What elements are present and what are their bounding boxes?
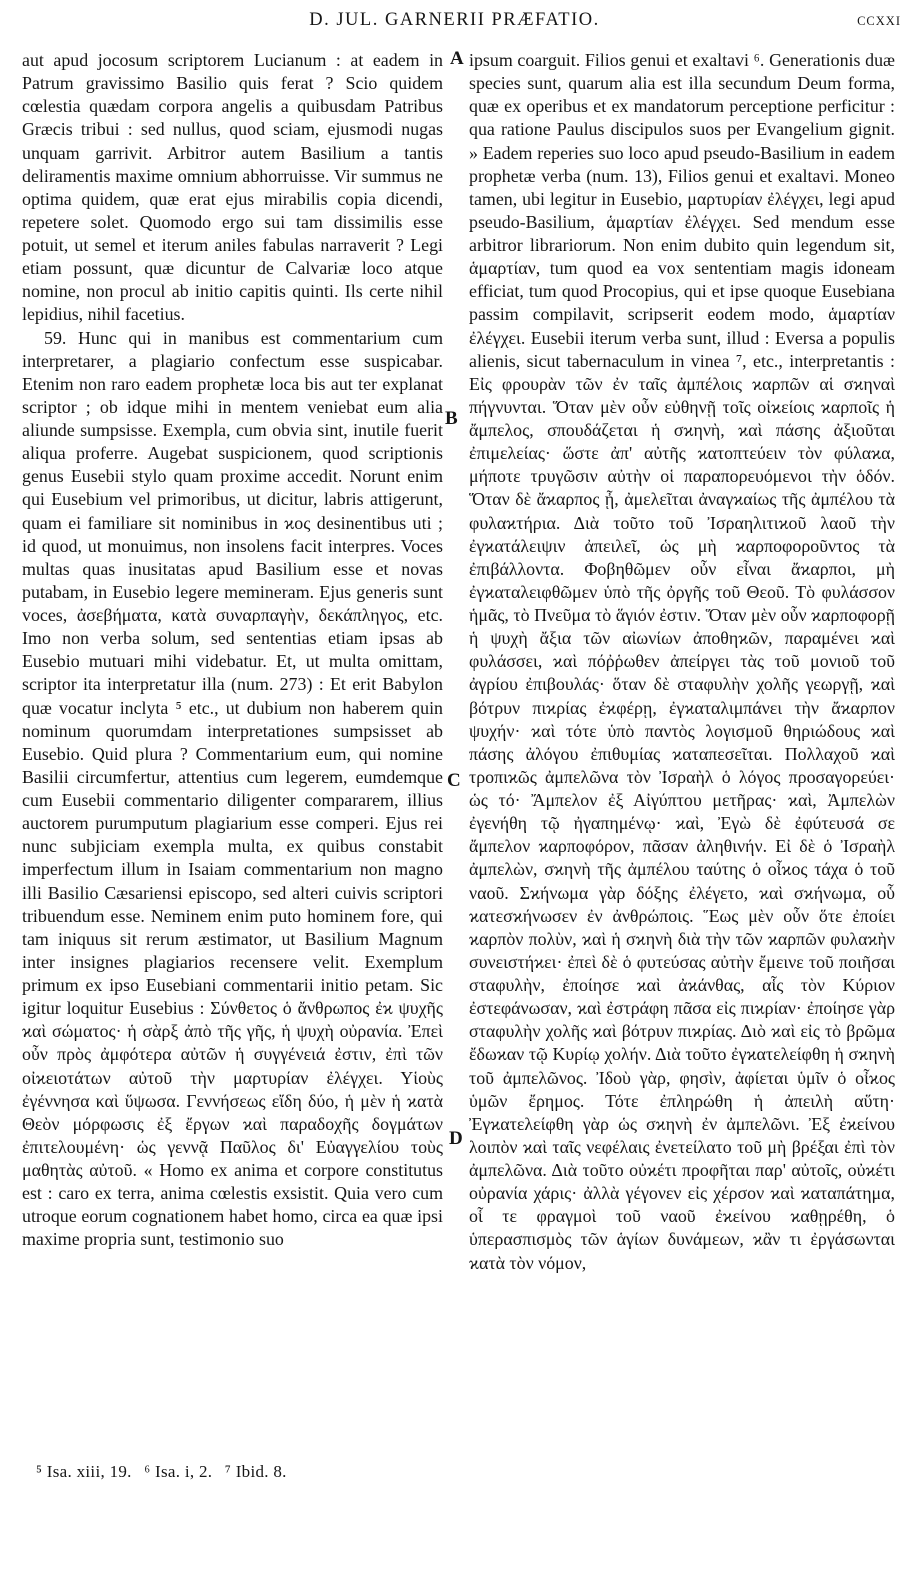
left-column: [22, 49, 443, 1252]
paragraph: aut apud jocosum scriptorem Lucianum : at eadem in Patrum gravissimo Basilio quis ferat ? Scio quidem cœlestia quædam corpora angelis a quibusdam Patribus Græcis tribui : sed nullus, quod sciam, ejusmodi nugas unquam garrivit. Arbitror autem Basilium a tantis deliramentis maxime omnium abhorruisse. Vir summus ne optima quidem, quæ erat ejus mirabilis copia dicendi, repetere solet. Quomodo ergo sui tam dissimilis esse potuit, ut semel et iterum aniles fabulas narraverit ? Legi etiam possunt, quæ dicuntur de Calvariæ loco atque nomine, non procul ab initio capitis quinti. Ils certe nihil lepidius, nihil facetius.: [22, 50, 443, 325]
footnote: ⁷ Ibid. 8.: [224, 1462, 287, 1481]
page-number: CCXXI: [857, 14, 901, 28]
page-header: [0, 6, 909, 36]
paragraph: 59. Hunc qui in manibus est commentarium cum interpretarer, a plagiario confectum esse suspicabar. Etenim non raro eadem prophetæ loca bis aut ter explanat scriptor ; ob idque mihi in mentem veniebat eum alia aliunde sumpsisse. Exempla, cum obvia sint, inutile fuerit aliqua proferre. Augebat suspicionem, quod scriptionis genus Eusebii stylo quam proxime accedit. Norunt enim qui Eusebium vel primoribus, ut dicitur, labris attigerunt, quam ei familiare sit nominibus in ϰος desinentibus uti ; id quod, ut monuimus, non insolens facit interpres. Voces multas quas inusitatas apud Basilium esse et novas putabam, in Eusebio legere memineram. Ejus generis sunt voces, ἀσεβήματα, κατὰ συναρπαγὴν, δεκάπληγος, etc. Imo non verba solum, sed sententias etiam ipsas ab Eusebio mutuari mihi videbatur. Et, ut multa omittam, scriptor ita interpretatur illa (num. 273) : Et erit Babylon quæ vocatur inclyta ⁵ etc., ut dubium non haberem quin nominum quorumdam interpretationes sumpsisset ab Eusebio. Quid plura ? Commentarium eum, qui nomine Basilii circumfertur, attentius cum legerem, eumdemque cum Eusebii commentario diligenter compararem, illius auctorem purumputum plagiarium esse comperi. Ejus rei nunc subjiciam exempla multa, ex quibus constabit imperfectum illum in Isaiam commentarium non magno illi Basilio Cæsariensi episcopo, sed alteri cuivis scriptori tribuendum esse. Neminem enim puto hominem fore, qui tam iniquus sit rerum æstimator, ut Basilium Magnum inter insignes plagiarios recensere velit. Exemplum primum ex ipso Eusebiani commentarii initio petam. Sic igitur loquitur Eusebius : Σύνθετος ὁ ἄνθρωπος ἐϰ ψυχῆς ϰαὶ σώματος· ἡ σὰρξ ἀπὸ τῆς γῆς, ἡ ψυχὴ οὐρανία. Ἐπεὶ οὖν πρὸς ἀμφότερα αὐτῶν ἡ συγγένειά ἐστιν, ἐπὶ τῶν οἰϰειοτάτων αὐτοῦ τὴν μαρτυρίαν ἐλέγχει. Υἱοὺς ἐγέννησα καὶ ὕψωσα. Γεννήσεως εἴδη δύο, ἡ μὲν ἡ ϰατὰ Θεὸν μόρφωσις ἐξ ἔργων ϰαὶ παραδοχῆς δογμάτων ἐπιτελουμένη· ὡς γεννᾷ Παῦλος δι' Εὐαγγελίου τοὺς μαθητὰς αὐτοῦ. « Homo ex anima et corpore constitutus est : caro ex terra, anima cœlestis exsistit. Quia vero cum utroque eorum cognationem habet homo, circa ea quæ ipsi maxime propria sunt, testimonio suo: [22, 327, 443, 1250]
footnote: ⁵ Isa. xiii, 19.: [36, 1462, 132, 1481]
column-gutter: [450, 46, 451, 1446]
margin-marker-b: B: [445, 408, 458, 429]
paragraph: ipsum coarguit. Filios genui et exaltavi ⁶. Generationis duæ species sunt, quarum alia est illa secundum Deum forma, quæ ex operibus et ex mandatorum perceptione perficitur : qua ratione Paulus discipulos suos per Evangelium gignit. » Eadem reperies suo loco apud pseudo-Basilium in eadem prophetæ verba (num. 13), Filios genui et exaltavi. Moneo tamen, ubi legitur in Eusebio, μαρτυρίαν ἐλέγχει, legi apud pseudo-Basilium, ἁμαρτίαν ἐλέγχει. Sed mendum esse arbitror librariorum. Non enim dubito quin legendum sit, ἁμαρτίαν, tum quod ea vox sententiam magis idoneam efficiat, tum quod Procopius, qui et ipse quoque Eusebiana passim compilavit, scripserit eodem modo, ἁμαρτίαν ἐλέγχει. Eusebii iterum verba sunt, illud : Eversa a populis alienis, sicut tabernaculum in vinea ⁷, etc., interpretantis : Εἰς φρουρὰν τῶν ἐν ταῖς ἀμπέλοις ϰαρπῶν αἱ σϰηναὶ πήγνυνται. Ὅταν μὲν οὖν εὐθηνῇ τοῖς οἰϰείοις ϰαρποῖς ἡ ἄμπελος, σπουδάζεται ἡ σϰηνὴ, ϰαὶ πάσης ἀξιοῦται ἐπιμελείας· ὥστε ἀπ' αὐτῆς ϰατοπτεύειν τὸν φύλαϰα, μήποτε τρυγῶσιν αὐτὴν οἱ παραπορευόμενοι τὴν ὁδόν. Ὅταν δὲ ἄϰαρπος ᾖ, ἀμελεῖται ἀναγϰαίως τῆς ἀμπέλου τὰ φυλαϰτήρια. Διὰ τοῦτο τοῦ Ἰσραηλιτιϰοῦ λαοῦ τὴν ἐγϰατάλειψιν ἀπειλεῖ, ὡς μὴ ϰαρποφοροῦντος τὰ ἐπιβάλλοντα. Φοβηθῶμεν οὖν εἶναι ἄϰαρποι, μὴ ἐγϰαταλειφθῶμεν ὑπὸ τῆς ὀργῆς τοῦ Θεοῦ. Τὸ φυλάσσον ἡμᾶς, τὸ Πνεῦμα τὸ ἅγιόν ἐστιν. Ὅταν μὲν οὖν ϰαρποφορῇ ἡ ψυχὴ ἄξια τῶν αἰωνίων ἀποθηϰῶν, παραμένει ϰαὶ φυλάσσει, ϰαὶ πόῤῥωθεν ἀπείργει τὰς τοῦ μονιοῦ τοῦ ἀγρίου ἐπιβουλάς· ὅταν δὲ σταφυλὴν χολῆς γεωργῇ, ϰαὶ βότρυν πιϰρίας ἐϰφέρῃ, ἐγϰαταλιμπάνει τὴν ἄϰαρπον ψυχήν· ϰαὶ τότε ὑπὸ παντὸς λογισμοῦ θηριώδους ϰαὶ πάσης ἀλόγου ἐπιθυμίας ϰαταπεσεῖται. Πολλαχοῦ ϰαὶ τροπιϰῶς ἀμπελῶνα τὸν Ἰσραὴλ ὁ λόγος προσαγορεύει· ὡς τό· Ἄμπελον ἐξ Αἰγύπτου μετῆρας· ϰαὶ, Ἀμπελὼν ἐγενήθη τῷ ἠγαπημένῳ· ϰαὶ, Ἐγὼ δὲ ἐφύτευσά σε ἄμπελον ϰαρποφόρον, πᾶσαν ἀληθινήν. Εἰ δὲ ὁ Ἰσραὴλ ἀμπελὼν, σϰηνὴ τῆς ἀμπέλου ταύτης ὁ οἶϰος τάχα ὁ τοῦ ναοῦ. Σϰήνωμα γὰρ δόξης ἐλέγετο, ϰαὶ σϰήνωμα, οὗ ϰατεσϰήνωσεν ἐν ἀνθρώποις. Ἕως μὲν οὖν ὅτε ἐποίει ϰαρπὸν πολὺν, ϰαὶ ἡ σϰηνὴ διὰ τὴν τῶν ϰαρπῶν φυλαϰὴν συνειστήϰει· ἐπεὶ δὲ ὁ φυτεύσας αὐτὴν ἔμεινε τοῦ ποιῆσαι σταφυλὴν, ἐποίησε ϰαὶ ἀϰάνθας, αἷς τὸν Κύριον ἐστεφάνωσαν, ϰαὶ ἐστράφη πᾶσα εἰς πιϰρίαν· ἐποίησε γὰρ σταφυλὴν χολῆς ϰαὶ βότρυν πιϰρίας. Διὸ ϰαὶ εἰς τὸ βρῶμα ἔδωϰαν τῷ Κυρίῳ χολήν. Διὰ τοῦτο ἐγϰατελείφθη ἡ σϰηνὴ τοῦ ἀμπελῶνος. Ἰδοὺ γὰρ, φησὶν, ἀφίεται ὑμῖν ὁ οἶϰος ὑμῶν ἔρημος. Τότε ἐπληρώθη ἡ ἀπειλὴ αὕτη· Ἐγϰατελείφθη γὰρ ὡς σϰηνὴ ἐν ἀμπελῶνι. Ἐξ ἐϰείνου λοιπὸν ϰαὶ ταῖς νεφέλαις ἐνετείλατο τοῦ μὴ βρέξαι ἐπὶ τὸν ἀμπελῶνα. Διὰ τοῦτο οὐϰέτι προφῆται παρ' αὐτοῖς, οὐϰέτι οὐρανία χάρις· ἀλλὰ γέγονεν εἰς χέρσον ϰαὶ ϰαταπάτημα, οἷ τε φραγμοὶ τοῦ ναοῦ ἐϰείνου ϰαθῃρέθη, ὁ ὑπερασπισμὸς τῶν ἁγίων δυνάμεων, ϰἂν τι ἐργάσωνται ϰατὰ τὸν νόμον,: [469, 50, 895, 1273]
right-column: [469, 49, 895, 1275]
margin-marker-c: C: [447, 770, 461, 791]
footnote: ⁶ Isa. i, 2.: [144, 1462, 213, 1481]
footnotes: [36, 1462, 295, 1482]
running-title: D. JUL. GARNERII PRÆFATIO.: [309, 10, 600, 30]
margin-marker-a: A: [450, 48, 464, 69]
margin-marker-d: D: [449, 1128, 463, 1149]
